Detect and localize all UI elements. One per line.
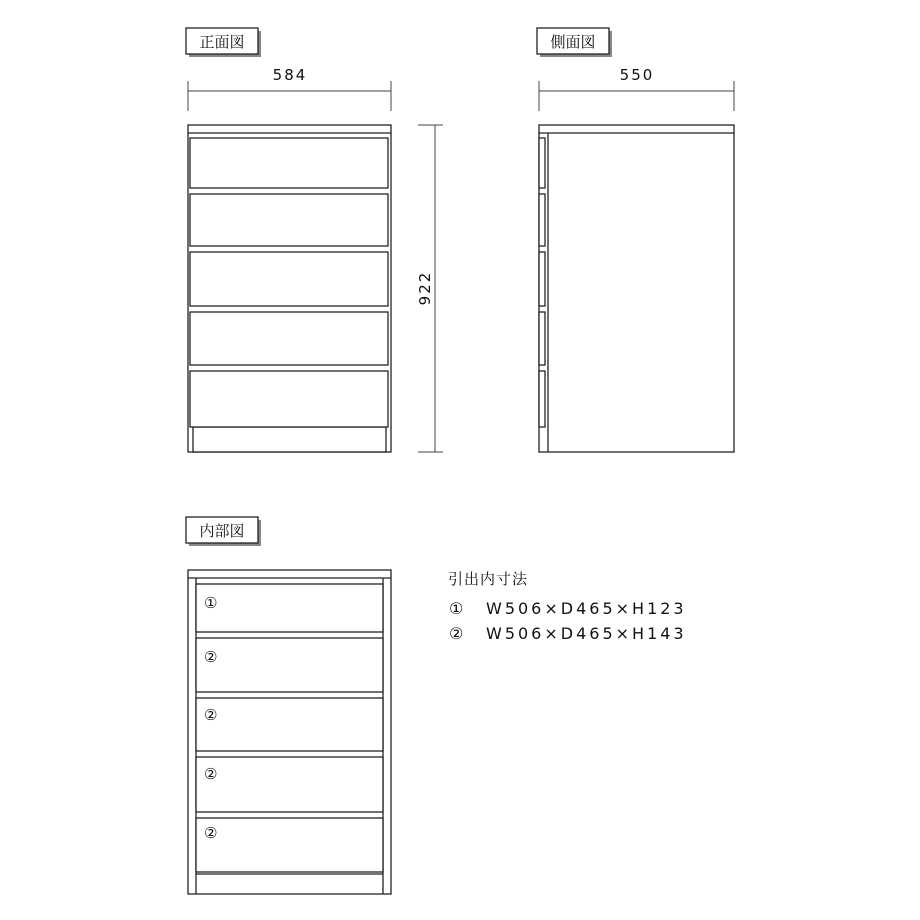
interior-drawer-1 <box>196 584 383 632</box>
side-depth-dimension <box>539 66 734 111</box>
drawer-spec-value: W506×D465×H123 <box>486 599 687 618</box>
interior-drawer-5 <box>196 818 383 872</box>
drawer-spec-row-2 <box>449 624 687 643</box>
side-view-cabinet <box>539 125 734 452</box>
front-view-cabinet <box>188 125 391 452</box>
interior-drawer-marker: ② <box>204 706 218 724</box>
side-drawer-front-2 <box>539 194 545 246</box>
interior-drawer-3 <box>196 698 383 751</box>
front-view-title <box>186 28 261 57</box>
side-drawer-front-1 <box>539 138 545 188</box>
side-cabinet-outline <box>539 125 734 452</box>
drawer-spec-value: W506×D465×H143 <box>486 624 687 643</box>
interior-view-cabinet <box>188 570 391 894</box>
front-view-title-text: 正面図 <box>199 33 245 51</box>
interior-drawer-marker: ② <box>204 648 218 666</box>
side-drawer-front-4 <box>539 312 545 365</box>
side-drawer-front-3 <box>539 252 545 306</box>
drawer-dimensions <box>448 570 687 643</box>
front-drawer-3 <box>190 252 388 306</box>
front-drawer-5 <box>190 371 388 427</box>
front-height-label: 922 <box>416 270 434 306</box>
interior-drawer-2 <box>196 638 383 692</box>
front-drawer-2 <box>190 194 388 246</box>
interior-view-title-text: 内部図 <box>199 522 245 540</box>
drawer-spec-marker: ① <box>449 599 467 618</box>
interior-drawer-4 <box>196 757 383 812</box>
front-width-label: 584 <box>272 66 308 84</box>
interior-drawer-marker: ② <box>204 765 218 783</box>
drawer-spec-marker: ② <box>449 624 467 643</box>
interior-drawer-marker: ② <box>204 824 218 842</box>
drawer-spec-row-1 <box>449 599 687 618</box>
front-width-dimension <box>188 66 391 111</box>
side-depth-label: 550 <box>619 66 655 84</box>
interior-drawer-marker: ① <box>204 594 218 612</box>
front-height-dimension <box>416 125 443 452</box>
side-drawer-front-5 <box>539 371 545 427</box>
interior-view-title <box>186 517 261 546</box>
front-drawer-1 <box>190 138 388 188</box>
side-view-title-text: 側面図 <box>550 33 596 51</box>
front-plinth <box>193 427 386 452</box>
side-view-title <box>537 28 612 57</box>
drawer-dimensions-title: 引出内寸法 <box>448 570 529 588</box>
front-drawer-4 <box>190 312 388 365</box>
